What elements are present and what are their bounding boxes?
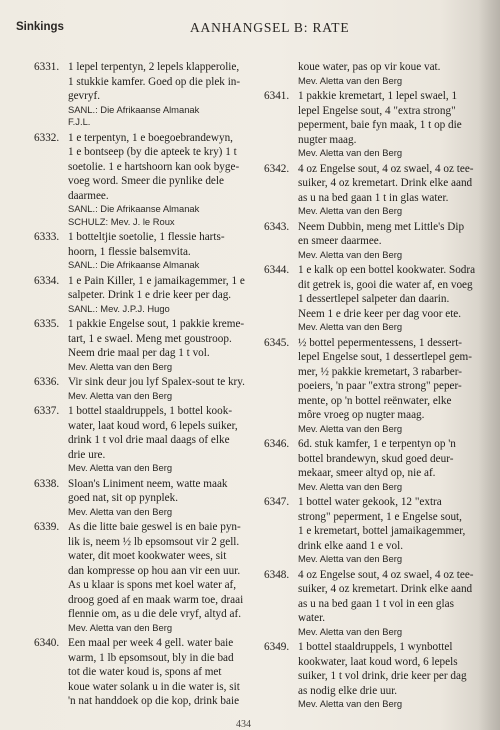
entry-number: 6333. — [34, 231, 60, 243]
recipe-entry — [264, 495, 496, 566]
entry-text-line: suiker, 4 oz kremetart. Drink elke aand — [298, 583, 473, 595]
entry-text-line: water, laat koud word, 6 lepels suiker, — [68, 419, 238, 432]
entry-text-line: drie ure. — [68, 448, 106, 461]
entry-number: 6332. — [34, 131, 60, 144]
entry-text-line: hoorn, 1 flessie balsemvita. — [68, 245, 191, 258]
entry-text-line: peperment, baie fyn maak, 1 t op die — [298, 119, 462, 131]
entry-source: Mev. Aletta van den Berg — [298, 74, 403, 86]
entry-text-line: salpeter. Drink 1 e drie keer per dag. — [68, 289, 232, 301]
recipe-entry — [264, 220, 496, 262]
entry-text-line: lik is, neem ½ lb epsomsout vir 2 gell. — [68, 535, 240, 548]
recipe-entry — [34, 636, 250, 709]
entry-number: 6341. — [264, 90, 290, 102]
recipe-entry — [34, 317, 250, 373]
entry-text-line: lepel Engelse sout, 1 dessertlepel gem- — [298, 351, 472, 363]
entry-number: 6335. — [34, 318, 60, 330]
entry-text-line: as nodig elke drie uur. — [298, 684, 398, 697]
entry-source: Mev. Aletta van den Berg — [298, 422, 403, 434]
entry-text-line: Een maal per week 4 gell. water baie — [68, 637, 234, 649]
entry-number: 6331. — [34, 61, 60, 73]
entry-text-line: 1 bottel staaldruppels, 1 wynbottel — [298, 641, 453, 653]
entry-text-line: kookwater, laat koud word, 6 lepels — [298, 655, 458, 668]
entry-text-line: 1 botteltjie soetolie, 1 flessie harts- — [68, 231, 225, 243]
entry-source: SANL.: Die Afrikaanse Almanak — [68, 103, 200, 115]
entry-text-line: gevryf. — [68, 90, 100, 102]
entry-source: Mev. Aletta van den Berg — [68, 621, 173, 633]
entry-text-line: strong" peperment, 1 e Engelse sout, — [298, 510, 462, 523]
recipe-entry — [34, 60, 250, 129]
entry-source: SANL.: Die Afrikaanse Almanak — [68, 203, 200, 214]
entry-text-line: koue water, pas op vir koue vat. — [298, 61, 441, 73]
entry-text-line: goed nat, sit op pynplek. — [68, 492, 178, 504]
entry-text-line: poeiers, 'n paar "extra strong" peper- — [298, 380, 462, 392]
recipe-entry — [264, 640, 496, 711]
entry-text-line: 1 bottel water gekook, 12 "extra — [298, 496, 442, 508]
entry-text-line: 1 e bontseep (by die apteek te kry) 1 t — [68, 146, 237, 158]
entry-number: 6349. — [264, 641, 290, 653]
entry-text-line: Neem 1 e drie keer per dag voor ete. — [298, 307, 462, 320]
entry-source: Mev. Aletta van den Berg — [68, 389, 173, 401]
entry-text-line: voeg word. Smeer die pynlike dele — [68, 175, 224, 187]
entry-source: Mev. Aletta van den Berg — [298, 321, 403, 332]
recipe-entry — [264, 162, 496, 218]
right-column — [264, 60, 496, 713]
recipe-entry — [34, 404, 250, 475]
entry-source: Mev. Aletta van den Berg — [298, 480, 403, 492]
entry-text-line: mekaar, smeer altyd op, nie af. — [298, 467, 436, 479]
recipe-entry — [34, 375, 250, 402]
entry-text-line: droog goed af en maak warm toe, draai — [68, 593, 244, 606]
entry-number: 6346. — [264, 438, 290, 450]
entry-text-line: 4 oz Engelse sout, 4 oz swael, 4 oz tee- — [298, 568, 474, 581]
entry-source: SANL.: Mev. J.P.J. Hugo — [68, 302, 170, 314]
entry-number: 6347. — [264, 496, 290, 508]
entry-source: SCHULZ: Mev. J. le Roux — [68, 215, 175, 227]
entry-text-line: dan kompresse op hou aan vir een uur. — [68, 564, 241, 577]
entry-text-line: 1 bottel staaldruppels, 1 bottel kook- — [68, 405, 233, 417]
entry-source: Mev. Aletta van den Berg — [68, 360, 173, 372]
entry-text-line: 4 oz Engelse sout, 4 oz swael, 4 oz tee- — [298, 162, 474, 175]
recipe-entry — [264, 336, 496, 436]
recipe-entry — [34, 131, 250, 229]
entry-text-line: koue water solank u in die water is, sit — [68, 680, 240, 693]
entry-text-line: Vir sink deur jou lyf Spalex-sout te kry. — [68, 376, 245, 388]
entry-number: 6345. — [264, 336, 290, 349]
entry-text-line: 1 stukkie kamfer. Goed op die plek in- — [68, 75, 241, 88]
recipe-entry — [264, 89, 496, 160]
entry-text-line: mente, op 'n bottel reënwater, elke — [298, 394, 452, 407]
entry-text-line: 1 dessertlepel salpeter dan daarin. — [298, 293, 450, 305]
entry-source: F.J.L. — [68, 116, 91, 127]
entry-text-line: môre vroeg op nugter maag. — [298, 409, 425, 421]
entry-text-line: 'n nat handdoek op die kop, drink baie — [68, 695, 240, 707]
recipe-entry — [264, 60, 496, 87]
entry-number: 6338. — [34, 477, 60, 490]
recipe-entry — [34, 520, 250, 634]
entry-text-line: 1 e Pain Killer, 1 e jamaikagemmer, 1 e — [68, 274, 245, 287]
entry-number: 6339. — [34, 521, 60, 533]
entry-number: 6336. — [34, 376, 60, 388]
entry-text-line: water. — [298, 612, 326, 624]
entry-text-line: daarmee. — [68, 189, 109, 202]
running-head-section: Sinkings — [16, 21, 64, 33]
entry-source: Mev. Aletta van den Berg — [298, 625, 403, 637]
recipe-entry — [264, 568, 496, 639]
entry-text-line: bottel brandewyn, skud goed deur- — [298, 452, 454, 465]
entry-text-line: Neem drie maal per dag 1 t vol. — [68, 347, 210, 359]
entry-text-line: 1 e terpentyn, 1 e boegoebrandewyn, — [68, 131, 233, 144]
entry-text-line: water, dit moet kookwater wees, sit — [68, 550, 227, 562]
entry-text-line: 6d. stuk kamfer, 1 e terpentyn op 'n — [298, 438, 456, 450]
entry-source: Mev. Aletta van den Berg — [298, 147, 403, 158]
entry-text-line: warm, 1 lb epsomsout, bly in die bad — [68, 651, 234, 664]
page-number: 434 — [236, 719, 251, 730]
entry-text-line: 1 lepel terpentyn, 2 lepels klapperolie, — [68, 61, 240, 73]
recipe-entry — [34, 230, 250, 272]
entry-text-line: Sloan's Liniment neem, watte maak — [68, 477, 228, 490]
running-head-title: AANHANGSEL B: RATE — [190, 20, 350, 35]
entry-source: Mev. Aletta van den Berg — [68, 462, 173, 473]
entry-number: 6348. — [264, 568, 290, 581]
recipe-entry — [264, 263, 496, 334]
entry-text-line: Neem Dubbin, meng met Little's Dip — [298, 220, 465, 233]
entry-text-line: tot die water koud is, spons af met — [68, 666, 222, 678]
entry-text-line: drink elke aand 1 e vol. — [298, 539, 404, 552]
recipe-entry — [34, 274, 250, 316]
entry-text-line: 1 e kremetart, bottel jamaikagemmer, — [298, 525, 466, 537]
entry-text-line: lepel Engelse sout, 4 "extra strong" — [298, 104, 456, 117]
entry-text-line: As u klaar is spons met koel water af, — [68, 579, 237, 591]
entry-text-line: nugter maag. — [298, 133, 357, 146]
entry-number: 6340. — [34, 637, 60, 649]
entry-source: Mev. Aletta van den Berg — [298, 205, 403, 216]
entry-source: Mev. Aletta van den Berg — [298, 698, 403, 709]
entry-number: 6344. — [264, 264, 290, 276]
entry-source: SANL.: Die Afrikaanse Almanak — [68, 259, 200, 270]
entry-text-line: drink 1 t vol drie maal daags of elke — [68, 434, 230, 446]
entry-text-line: tart, 1 e swael. Meng met goustroop. — [68, 332, 232, 345]
recipe-entry — [34, 477, 250, 519]
page-edge-shadow — [478, 0, 500, 730]
entry-text-line: en smeer daarmee. — [298, 235, 382, 247]
entry-text-line: as u na bed gaan 1 t vol in een glas — [298, 597, 454, 610]
entry-number: 6337. — [34, 405, 60, 417]
entry-text-line: as u na bed gaan 1 t in glas water. — [298, 191, 449, 204]
recipe-entry — [264, 437, 496, 493]
entry-text-line: soetolie. 1 e hartshoorn kan ook byge- — [68, 160, 240, 173]
entry-text-line: As die litte baie geswel is en baie pyn- — [68, 521, 241, 533]
entry-text-line: 1 pakkie kremetart, 1 lepel swael, 1 — [298, 90, 458, 102]
entry-text-line: dit getrek is, gooi die water af, en voeg — [298, 278, 473, 291]
entry-source: Mev. Aletta van den Berg — [68, 505, 173, 517]
entry-text-line: 1 e kalk op een bottel kookwater. Sodra — [298, 264, 476, 276]
entry-text-line: 1 pakkie Engelse sout, 1 pakkie kreme- — [68, 318, 245, 330]
entry-text-line: ½ bottel pepermentessens, 1 dessert- — [298, 336, 463, 349]
entry-text-line: suiker, 4 oz kremetart. Drink elke aand — [298, 177, 473, 189]
entry-text-line: flennie om, as u die dele vryf, altyd af. — [68, 608, 242, 620]
entry-text-line: mer, ½ pakkie kremetart, 3 rabarber- — [298, 365, 462, 378]
left-column — [34, 60, 250, 711]
entry-source: Mev. Aletta van den Berg — [298, 248, 403, 260]
entry-number: 6343. — [264, 220, 290, 233]
entry-number: 6334. — [34, 274, 60, 287]
entry-text-line: suiker, 1 t vol drink, drie keer per dag — [298, 670, 467, 682]
entry-source: Mev. Aletta van den Berg — [298, 553, 403, 564]
entry-number: 6342. — [264, 162, 290, 175]
